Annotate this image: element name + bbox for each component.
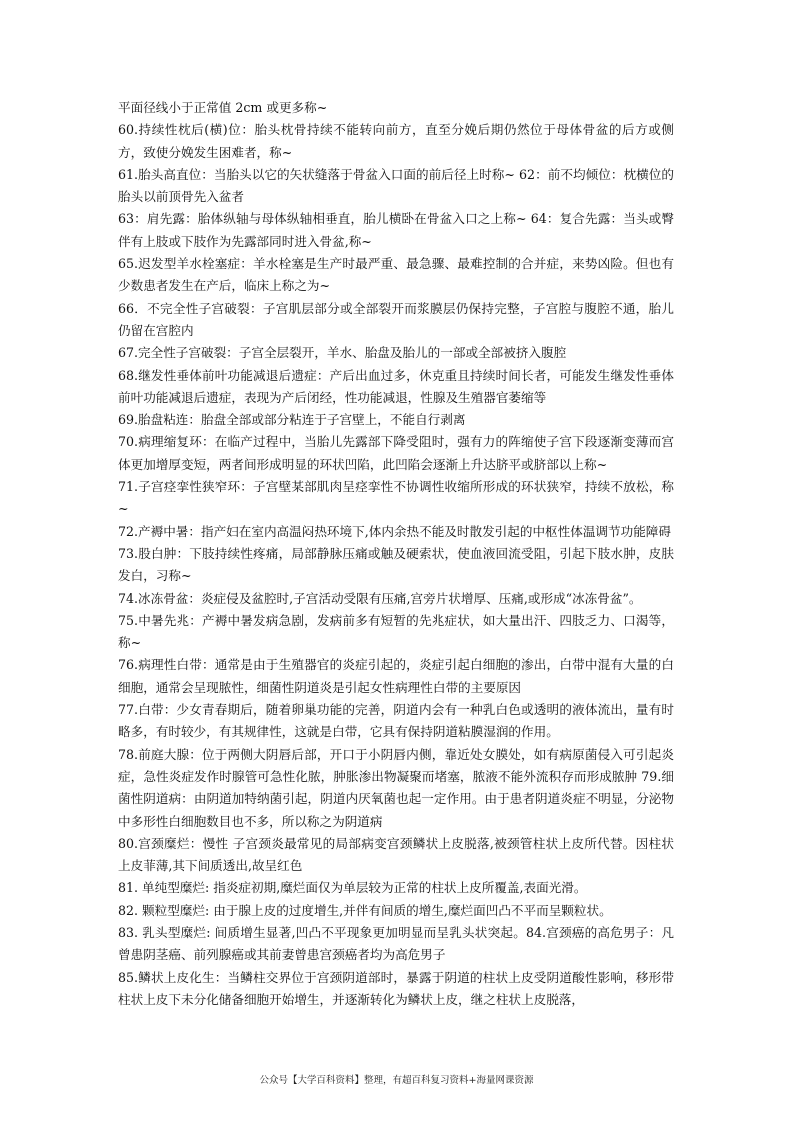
paragraph: 60.持续性枕后(横)位：胎头枕骨持续不能转向前方，直至分娩后期仍然位于母体骨盆的后方或侧方，致使分娩发生困难者，称~: [118, 122, 674, 160]
paragraph: 65.迟发型羊水栓塞症：羊水栓塞是生产时最严重、最急骤、最难控制的合并症，来势凶险。但也有少数患者发生在产后，临床上称之为~: [118, 256, 674, 294]
paragraph: 67.完全性子宫破裂：子宫全层裂开，羊水、胎盘及胎儿的一部或全部被挤入腹腔: [118, 345, 567, 361]
paragraph: 80.宫颈糜烂：慢性 子宫颈炎最常见的局部病变宫颈鳞状上皮脱落,被颈管柱状上皮所代替。因柱状上皮菲薄,其下间质透出,故呈红色: [118, 835, 674, 874]
paragraph: 63：肩先露：胎体纵轴与母体纵轴相垂直，胎儿横卧在骨盆入口之上称~ 64：复合先露：当头或臀伴有上肢或下肢作为先露部同时进入骨盆,称~: [118, 211, 674, 249]
paragraph: 78.前庭大腺：位于两侧大阴唇后部，开口于小阴唇内侧，靠近处女膜处，如有病原菌侵入可引起炎症，急性炎症发作时腺管可急性化脓，肿胀渗出物凝聚而堵塞，脓液不能外流积存而形成脓肿 79.细菌性阴道病：由阴道加特纳菌引起，阴道内厌氧菌也起一定作用。由于患者阴道炎症不明显，分泌物中多形性白细胞数目也不多，所以称之为阴道病: [118, 746, 674, 829]
paragraph: 70.病理缩复环：在临产过程中，当胎儿先露部下降受阻时，强有力的阵缩使子宫下段逐渐变薄而宫体更加增厚变短，两者间形成明显的环状凹陷，此凹陷会逐渐上升达脐平或脐部以上称~: [118, 434, 674, 472]
paragraph: 68.继发性垂体前叶功能减退后遗症：产后出血过多，休克重且持续时间长者，可能发生继发性垂体前叶功能减退后遗症，表现为产后闭经，性功能减退，性腺及生殖器官萎缩等: [118, 367, 674, 405]
paragraph: 72.产褥中暑：指产妇在室内高温闷热环境下,体内余热不能及时散发引起的中枢性体温调节功能障碍: [118, 523, 671, 539]
paragraph: 74.冰冻骨盆：炎症侵及盆腔时,子宫活动受限有压痛,宫旁片状增厚、压痛,或形成“冰冻骨盆”。: [118, 590, 642, 606]
document-body: [118, 97, 674, 1011]
page-footer: 公众号【大学百科资料】整理，有超百科复习资料+海量网课资源: [259, 1075, 534, 1086]
paragraph: 73.股白肿：下肢持续性疼痛，局部静脉压痛或触及硬索状，使血液回流受阻，引起下肢水肿，皮肤发白，习称~: [118, 545, 674, 584]
paragraph: 66．不完全性子宫破裂：子宫肌层部分或全部裂开而浆膜层仍保持完整，子宫腔与腹腔不通，胎儿仍留在宫腔内: [118, 300, 674, 338]
paragraph: 76.病理性白带：通常是由于生殖器官的炎症引起的，炎症引起白细胞的渗出，白带中混有大量的白细胞，通常会呈现脓性，细菌性阴道炎是引起女性病理性白带的主要原因: [118, 657, 674, 695]
paragraph: 83. 乳头型糜烂: 间质增生显著,凹凸不平现象更加明显而呈乳头状突起。84.宫颈癌的高危男子：凡曾患阴茎癌、前列腺癌或其前妻曾患宫颈癌者均为高危男子: [118, 924, 674, 963]
paragraph: 82. 颗粒型糜烂: 由于腺上皮的过度增生,并伴有间质的增生,糜烂面凹凸不平而呈颗粒状。: [118, 902, 612, 918]
paragraph: 81. 单纯型糜烂: 指炎症初期,糜烂面仅为单层较为正常的柱状上皮所覆盖,表面光滑。: [118, 880, 587, 896]
paragraph: 61.胎头高直位：当胎头以它的矢状缝落于骨盆入口面的前后径上时称~ 62：前不均倾位：枕横位的胎头以前顶骨先入盆者: [118, 166, 674, 205]
paragraph: 85.鳞状上皮化生：当鳞柱交界位于宫颈阴道部时，暴露于阴道的柱状上皮受阴道酸性影响，移形带柱状上皮下未分化储备细胞开始增生，并逐渐转化为鳞状上皮，继之柱状上皮脱落，: [118, 969, 674, 1007]
paragraph: 平面径线小于正常值 2cm 或更多称~: [118, 100, 328, 115]
paragraph: 77.白带：少女青春期后，随着卵巢功能的完善，阴道内会有一种乳白色或透明的液体流出，量有时略多，有时较少，有其规律性，这就是白带，它具有保持阴道粘膜湿润的作用。: [118, 702, 674, 740]
paragraph: 71.子宫痉挛性狭窄环：子宫壁某部肌肉呈痉挛性不协调性收缩所形成的环状狭窄，持续不放松，称~: [118, 479, 674, 517]
paragraph: 69.胎盘粘连：胎盘全部或部分粘连于子宫壁上，不能自行剥离: [118, 412, 466, 428]
paragraph: 75.中暑先兆：产褥中暑发病急剧，发病前多有短暂的先兆症状，如大量出汗、四肢乏力、口渴等，称~: [118, 612, 674, 651]
